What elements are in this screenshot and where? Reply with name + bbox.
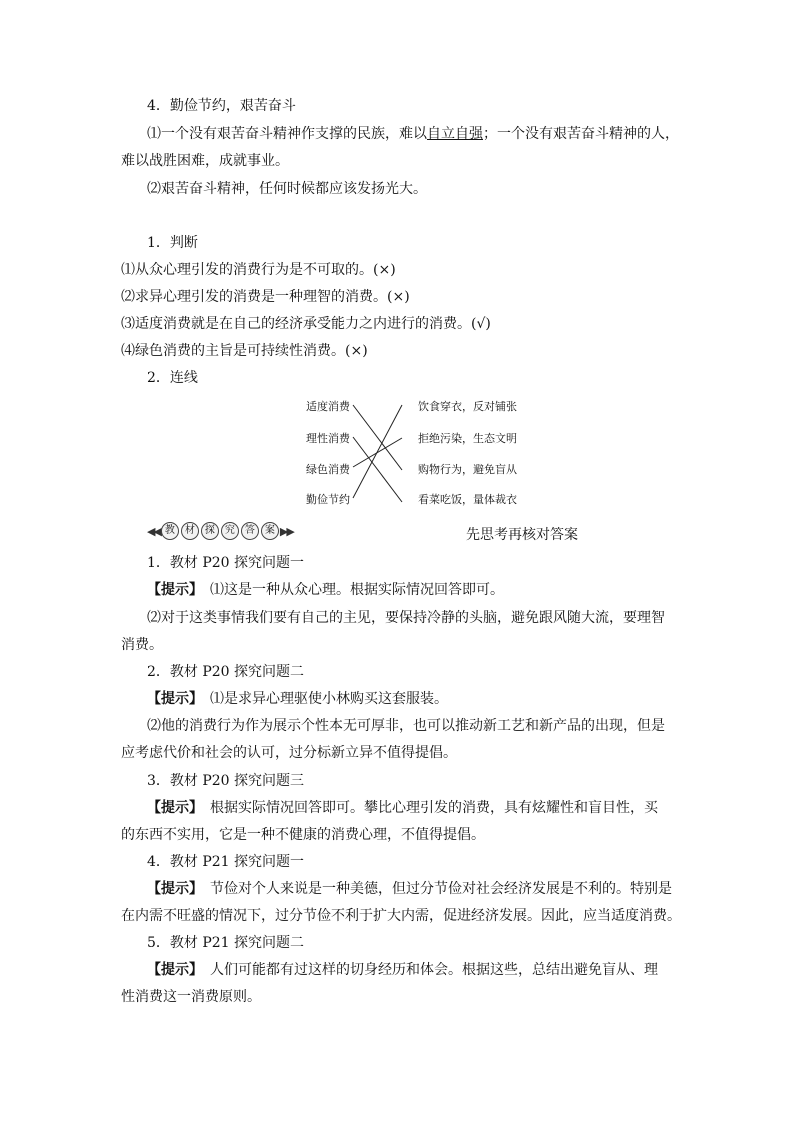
match-right-item: 购物行为，避免盲从: [418, 463, 517, 476]
paragraph-continuation: 难以战胜困难，成就事业。: [121, 153, 289, 169]
match-line: [353, 405, 402, 470]
banner-char: 探: [201, 522, 219, 540]
qa-line: 的东西不实用，它是一种不健康的消费心理，不值得提倡。: [121, 827, 485, 843]
match-right-item: 拒绝污染，生态文明: [418, 432, 517, 445]
judge-heading: 1．判断: [147, 235, 198, 251]
match-right-item: 饮食穿衣，反对铺张: [418, 400, 517, 413]
qa-line: [147, 689, 448, 709]
qa-line: [147, 960, 658, 980]
match-line: [353, 405, 402, 498]
right-arrows-icon: ▶▶: [279, 524, 293, 538]
banner-char: 答: [241, 522, 259, 540]
paragraph: ⑵艰苦奋斗精神，任何时候都应该发扬光大。: [147, 181, 427, 197]
qa-title: 4．教材 P21 探究问题一: [147, 854, 305, 870]
left-arrows-icon: ◀◀: [147, 524, 160, 538]
section-heading: 4．勤俭节约，艰苦奋斗: [147, 98, 296, 114]
banner-char: 材: [181, 522, 199, 540]
qa-title: 1．教材 P20 探究问题一: [147, 555, 305, 571]
qa-line: ⑵对于这类事情我们要有自己的主见，要保持冷静的头脑，避免跟风随大流，要理智: [147, 610, 665, 626]
qa-title: 3．教材 P20 探究问题三: [147, 773, 305, 789]
match-heading: 2．连线: [147, 370, 198, 386]
tip-label: 【提示】: [147, 962, 196, 978]
judge-item: ⑷绿色消费的主旨是可持续性消费。(×): [121, 343, 368, 359]
match-left-item: 理性消费: [306, 432, 350, 445]
match-left-item: 勤俭节约: [306, 493, 350, 506]
banner-char: 究: [221, 522, 239, 540]
qa-line: [147, 879, 672, 899]
judge-item: ⑵求异心理引发的消费是一种理智的消费。(×): [121, 289, 410, 305]
match-right-item: 看菜吃饭，量体裁衣: [418, 493, 517, 506]
banner-char: 教: [161, 522, 179, 540]
banner-char: 案: [261, 522, 279, 540]
matching-diagram: [290, 390, 540, 515]
match-left-item: 适度消费: [306, 400, 350, 413]
qa-line: 应考虑代价和社会的认可，过分标新立异不值得提倡。: [121, 745, 457, 761]
text-run: ；一个没有艰苦奋斗精神的人，: [483, 126, 679, 142]
text-run: ⑴是求异心理驱使小林购买这套服装。: [196, 691, 448, 707]
qa-line: [147, 580, 504, 600]
text-run: 节俭对个人来说是一种美德，但过分节俭对社会经济发展是不利的。特别是: [196, 881, 672, 897]
tip-label: 【提示】: [147, 800, 196, 816]
text-run: 人们可能都有过这样的切身经历和体会。根据这些，总结出避免盲从、理: [196, 962, 658, 978]
tip-label: 【提示】: [147, 881, 196, 897]
qa-title: 5．教材 P21 探究问题二: [147, 935, 305, 951]
underlined-term: 自立自强: [427, 126, 483, 142]
qa-line: 在内需不旺盛的情况下，过分节俭不利于扩大内需，促进经济发展。因此，应当适度消费。: [121, 908, 681, 924]
tip-label: 【提示】: [147, 691, 196, 707]
text-run: 根据实际情况回答即可。攀比心理引发的消费，具有炫耀性和盲目性，买: [196, 800, 658, 816]
judge-item: ⑴从众心理引发的消费行为是不可取的。(×): [121, 262, 396, 278]
text-run: ⑴一个没有艰苦奋斗精神作支撑的民族，难以: [147, 126, 427, 142]
qa-title: 2．教材 P20 探究问题二: [147, 664, 305, 680]
match-left-item: 绿色消费: [306, 463, 350, 476]
match-line: [353, 437, 402, 502]
tip-label: 【提示】: [147, 582, 196, 598]
paragraph: [147, 124, 679, 144]
section-banner: [147, 521, 293, 541]
qa-line: 性消费这一消费原则。: [121, 989, 261, 1005]
judge-item: ⑶适度消费就是在自己的经济承受能力之内进行的消费。(√): [121, 316, 491, 332]
qa-line: 消费。: [121, 637, 163, 653]
qa-line: ⑵他的消费行为作为展示个性本无可厚非，也可以推动新工艺和新产品的出现，但是: [147, 718, 665, 734]
banner-note: 先思考再核对答案: [466, 527, 578, 543]
text-run: ⑴这是一种从众心理。根据实际情况回答即可。: [196, 582, 504, 598]
qa-line: [147, 798, 658, 818]
